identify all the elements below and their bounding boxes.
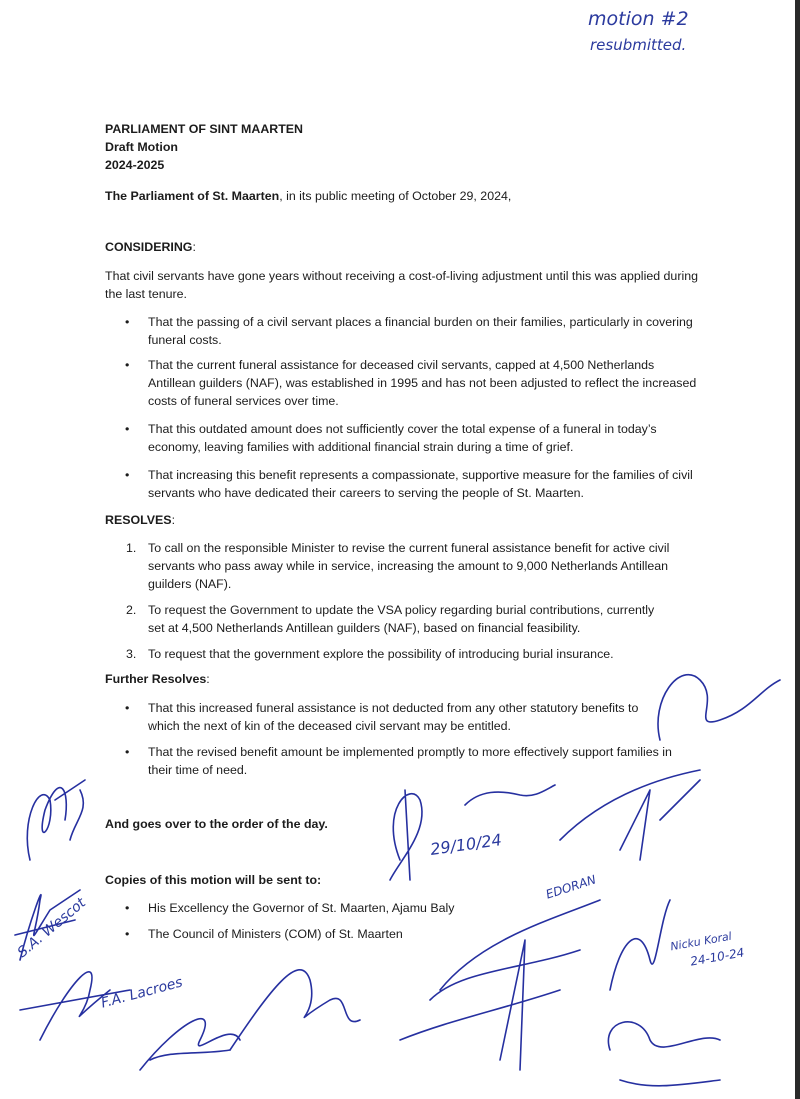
scan-edge	[795, 0, 800, 1099]
further-bullet-2: • That the revised benefit amount be implemented promptly to more effectively support families in their time of need.	[125, 745, 672, 777]
considering-bullet-2: • That the current funeral assistance for deceased civil servants, capped at 4,500 Netherlands Antillean guilders (NAF), was established in 1995 and has not been adjusted to reflect the increased costs of funeral services over time.	[125, 358, 697, 408]
further-bullet-1: • That this increased funeral assistance is not deducted from any other statutory benefits to which the next of kin of the deceased civil servant may be entitled.	[125, 701, 639, 733]
bullet-icon: •	[125, 468, 130, 482]
bullet-icon: •	[125, 901, 130, 915]
signature-left-1	[27, 780, 85, 860]
considering-bullet-1: • That the passing of a civil servant places a financial burden on their families, particularly in covering funeral costs.	[125, 315, 693, 347]
resolves-item-1: 1. To call on the responsible Minister to revise the current funeral assistance benefit for active civil servants who pass away while in service, increasing the amount to 9,000 Netherlands Antillean guilders (NAF).	[126, 541, 670, 591]
signature-top-small	[465, 785, 555, 805]
bullet-icon: •	[125, 701, 130, 715]
considering-paragraph: That civil servants have gone years without receiving a cost-of-living adjustment until this was applied during the last tenure.	[105, 269, 698, 301]
intro-rest: , in its public meeting of October 29, 2024,	[279, 189, 512, 203]
handwritten-koral-date: 24-10-24	[689, 945, 746, 969]
bullet-icon: •	[125, 358, 130, 372]
handwritten-note-line2: resubmitted.	[590, 36, 687, 54]
header-session: 2024-2025	[105, 158, 165, 172]
signature-bottom-right	[608, 1022, 720, 1086]
intro-bold: The Parliament of St. Maarten	[105, 189, 280, 203]
resolves-heading: RESOLVES:	[105, 513, 176, 527]
intro-line	[105, 187, 695, 205]
copies-heading: Copies of this motion will be sent to:	[105, 873, 322, 887]
handwritten-lacroes: F.A. Lacroes	[99, 974, 185, 1012]
resolves-item-2: 2. To request the Government to update the VSA policy regarding burial contributions, currently set at 4,500 Netherlands Antillean guilders (NAF), based on financial feasibility.	[126, 603, 655, 635]
handwritten-koral: Nicku Koral	[669, 929, 733, 954]
considering-bullet-3: • That this outdated amount does not sufficiently cover the total expense of a funeral in today’s economy, leaving families with additional financial strain during a time of grief.	[125, 422, 657, 454]
copies-bullet-1: • His Excellency the Governor of St. Maarten, Ajamu Baly	[125, 901, 455, 915]
bullet-icon: •	[125, 422, 130, 436]
resolves-item-3: 3. To request that the government explore the possibility of introducing burial insurance.	[126, 647, 614, 661]
considering-heading: CONSIDERING:	[105, 240, 196, 254]
header-org: PARLIAMENT OF SINT MAARTEN	[105, 122, 304, 136]
signature-date-loop	[390, 790, 422, 880]
signature-ommy	[140, 1019, 240, 1070]
handwritten-date: 29/10/24	[429, 830, 503, 859]
handwritten-wescot: S.A. Wescot	[14, 895, 89, 961]
header-doc-type: Draft Motion	[105, 140, 178, 154]
signature-center-left	[230, 970, 360, 1050]
copies-bullet-2: • The Council of Ministers (COM) of St. Maarten	[125, 927, 403, 941]
further-resolves-heading: Further Resolves:	[105, 672, 210, 686]
handwritten-note-line1: motion #2	[588, 8, 689, 30]
signature-center	[400, 940, 560, 1070]
considering-bullet-4: • That increasing this benefit represents a compassionate, supportive measure for the families of civil servants who have dedicated their careers to serving the people of St. Maarten.	[125, 468, 693, 500]
closing-line: And goes over to the order of the day.	[105, 817, 328, 831]
handwritten-edoran: EDORAN	[544, 872, 598, 902]
bullet-icon: •	[125, 745, 130, 759]
bullet-icon: •	[125, 315, 130, 329]
bullet-icon: •	[125, 927, 130, 941]
